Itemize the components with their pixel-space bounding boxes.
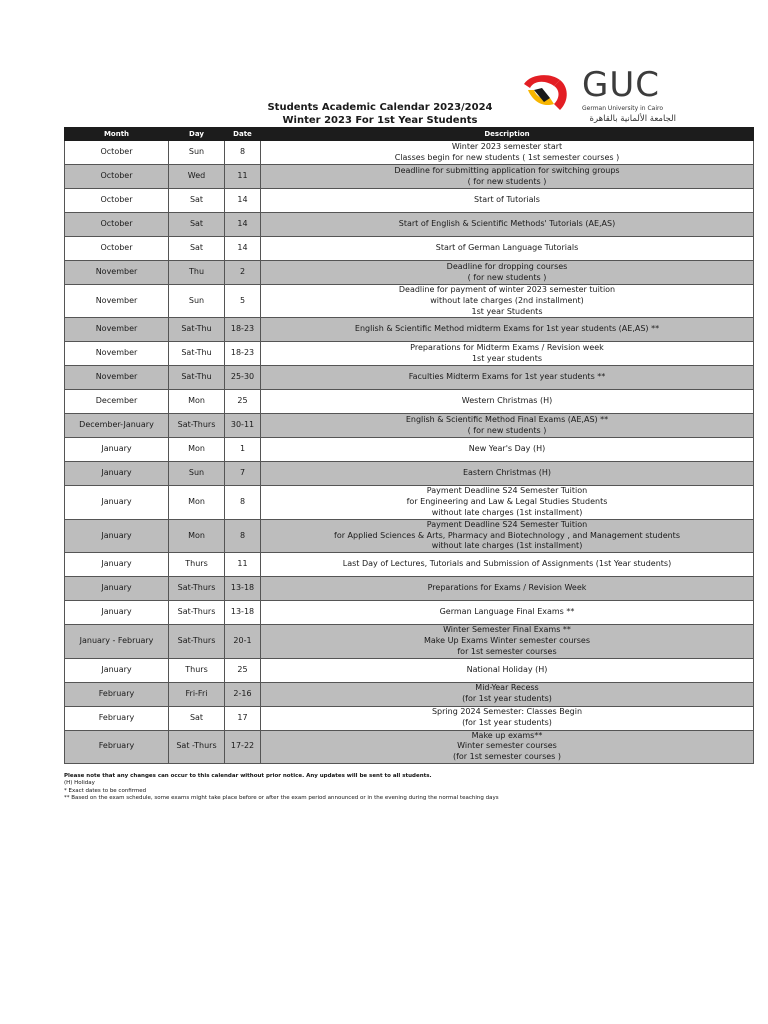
cell-month: November (65, 285, 169, 318)
cell-month: January (65, 519, 169, 552)
description-line: Mid-Year Recess (475, 683, 539, 693)
cell-date: 1 (225, 438, 261, 462)
cell-description (261, 519, 754, 552)
cell-date: 14 (225, 237, 261, 261)
cell-day: Sat-Thurs (169, 601, 225, 625)
cell-description (261, 658, 754, 682)
description-line: (for 1st semester courses ) (452, 752, 562, 762)
logo-arabic-text: الجامعة الألمانية بالقاهرة (589, 114, 676, 124)
cell-month: October (65, 213, 169, 237)
cell-date: 25 (225, 390, 261, 414)
description-line: English & Scientific Method midterm Exams for 1st year students (AE,AS) ** (354, 324, 660, 334)
table-row (65, 285, 754, 318)
cell-date: 8 (225, 486, 261, 519)
cell-description (261, 366, 754, 390)
guc-emblem-icon (520, 70, 578, 114)
description-line: without late charges (1st installment) (431, 541, 583, 551)
cell-date: 5 (225, 285, 261, 318)
cell-description (261, 189, 754, 213)
holiday-note: (H) Holiday (64, 780, 95, 787)
cell-date: 8 (225, 519, 261, 552)
description-line: for 1st semester courses (457, 646, 557, 656)
description-line: Deadline for payment of winter 2023 semester tuition (398, 285, 616, 294)
cell-description (261, 625, 754, 658)
cell-day: Sat (169, 237, 225, 261)
cell-date: 13-18 (225, 601, 261, 625)
cell-description (261, 553, 754, 577)
description-line: Payment Deadline S24 Semester Tuition (426, 519, 588, 529)
exam-schedule-note: ** Based on the exam schedule, some exams might take place before or after the exam period announced or in the evening during the normal teaching days (64, 795, 499, 802)
table-row (65, 601, 754, 625)
cell-month: January - February (65, 625, 169, 658)
cell-month: November (65, 366, 169, 390)
table-row (65, 577, 754, 601)
cell-month: January (65, 486, 169, 519)
cell-day: Wed (169, 165, 225, 189)
table-row (65, 682, 754, 706)
description-line: Start of English & Scientific Methods' Tutorials (AE,AS) (398, 219, 616, 229)
calendar-header (64, 65, 754, 126)
description-line: National Holiday (H) (466, 664, 548, 674)
table-row (65, 658, 754, 682)
table-row (65, 390, 754, 414)
cell-date: 17-22 (225, 730, 261, 763)
column-header-description: Description (261, 128, 754, 141)
cell-month: January (65, 438, 169, 462)
cell-date: 17 (225, 706, 261, 730)
cell-description (261, 165, 754, 189)
cell-day: Sat-Thu (169, 366, 225, 390)
logo-subtitle: German University in Cairo (582, 105, 664, 112)
cell-description (261, 213, 754, 237)
cell-date: 30-11 (225, 414, 261, 438)
table-row (65, 625, 754, 658)
cell-day: Sat-Thu (169, 318, 225, 342)
description-line: (for 1st year students) (462, 718, 552, 728)
cell-day: Thu (169, 261, 225, 285)
cell-description (261, 462, 754, 486)
cell-description (261, 285, 754, 318)
cell-day: Mon (169, 438, 225, 462)
description-line: ( for new students ) (467, 425, 547, 435)
description-line: Make Up Exams Winter semester courses (424, 635, 590, 645)
table-row (65, 553, 754, 577)
description-line: Start of German Language Tutorials (435, 243, 579, 253)
cell-description (261, 682, 754, 706)
cell-description (261, 342, 754, 366)
cell-month: January (65, 577, 169, 601)
cell-day: Sat (169, 706, 225, 730)
description-line: Deadline for submitting application for switching groups (394, 165, 620, 175)
cell-date: 20-1 (225, 625, 261, 658)
cell-date: 25-30 (225, 366, 261, 390)
cell-month: January (65, 601, 169, 625)
description-line: German Language Final Exams ** (439, 607, 575, 617)
cell-date: 11 (225, 553, 261, 577)
column-header-date: Date (225, 128, 261, 141)
cell-date: 25 (225, 658, 261, 682)
calendar-titles (260, 102, 500, 127)
table-row (65, 189, 754, 213)
cell-day: Sat-Thu (169, 342, 225, 366)
description-line: Payment Deadline S24 Semester Tuition (426, 486, 588, 496)
cell-month: January (65, 553, 169, 577)
table-row (65, 261, 754, 285)
cell-month: October (65, 237, 169, 261)
description-line: Preparations for Exams / Revision Week (427, 583, 587, 593)
cell-date: 13-18 (225, 577, 261, 601)
description-line: 1st year Students (471, 306, 543, 316)
cell-description (261, 486, 754, 519)
description-line: (for 1st year students) (462, 694, 552, 704)
table-row (65, 165, 754, 189)
cell-day: Thurs (169, 658, 225, 682)
cell-description (261, 438, 754, 462)
description-line: Preparations for Midterm Exams / Revision week (410, 343, 604, 353)
cell-day: Mon (169, 519, 225, 552)
cell-day: Sun (169, 462, 225, 486)
description-line: English & Scientific Method Final Exams (AE,AS) ** (405, 415, 609, 425)
description-line: Start of Tutorials (474, 195, 540, 205)
description-line: for Applied Sciences & Arts, Pharmacy and Biotechnology , and Management students (334, 530, 680, 540)
cell-day: Sat-Thurs (169, 414, 225, 438)
footnotes (64, 773, 754, 803)
cell-month: December-January (65, 414, 169, 438)
calendar-title: Students Academic Calendar 2023/2024 (267, 102, 493, 113)
cell-month: December (65, 390, 169, 414)
table-row (65, 141, 754, 165)
table-row (65, 414, 754, 438)
description-line: Faculties Midterm Exams for 1st year students ** (408, 372, 606, 382)
cell-day: Fri-Fri (169, 682, 225, 706)
cell-date: 14 (225, 189, 261, 213)
table-header-row (65, 128, 754, 141)
cell-date: 11 (225, 165, 261, 189)
cell-description (261, 390, 754, 414)
calendar-table (64, 127, 754, 764)
cell-day: Sat (169, 213, 225, 237)
cell-description (261, 706, 754, 730)
description-line: 1st year students (471, 353, 543, 363)
cell-day: Sun (169, 285, 225, 318)
description-line: Western Christmas (H) (461, 396, 553, 406)
cell-date: 2-16 (225, 682, 261, 706)
description-line: Classes begin for new students ( 1st semester courses ) (394, 152, 620, 162)
notice-text: Please note that any changes can occur to this calendar without prior notice. Any updates will be sent to all students. (64, 773, 432, 779)
cell-description (261, 414, 754, 438)
cell-month: February (65, 706, 169, 730)
description-line: Spring 2024 Semester: Classes Begin (431, 707, 583, 717)
cell-date: 8 (225, 141, 261, 165)
description-line: Last Day of Lectures, Tutorials and Submission of Assignments (1st Year students) (342, 559, 672, 569)
cell-date: 18-23 (225, 342, 261, 366)
description-line: Winter semester courses (457, 741, 557, 751)
cell-day: Sat-Thurs (169, 577, 225, 601)
description-line: for Engineering and Law & Legal Studies Students (406, 497, 608, 507)
cell-description (261, 601, 754, 625)
calendar-subtitle: Winter 2023 For 1st Year Students (282, 114, 478, 126)
exact-dates-note: * Exact dates to be confirmed (64, 787, 147, 794)
description-line: Deadline for dropping courses (446, 261, 568, 271)
description-line: Winter Semester Final Exams ** (443, 625, 571, 635)
description-line: ( for new students ) (467, 272, 547, 282)
cell-month: November (65, 318, 169, 342)
cell-month: February (65, 682, 169, 706)
cell-month: February (65, 730, 169, 763)
column-header-month: Month (65, 128, 169, 141)
description-line: without late charges (2nd installment) (430, 295, 584, 305)
cell-month: November (65, 342, 169, 366)
cell-date: 18-23 (225, 318, 261, 342)
table-row (65, 519, 754, 552)
cell-month: November (65, 261, 169, 285)
table-row (65, 213, 754, 237)
cell-description (261, 730, 754, 763)
cell-day: Sun (169, 141, 225, 165)
description-line: without late charges (1st installment) (431, 507, 583, 517)
table-row (65, 486, 754, 519)
cell-description (261, 237, 754, 261)
cell-day: Thurs (169, 553, 225, 577)
table-row (65, 462, 754, 486)
column-header-day: Day (169, 128, 225, 141)
cell-day: Mon (169, 486, 225, 519)
guc-logo (520, 65, 676, 126)
calendar-body (65, 141, 754, 764)
cell-day: Sat (169, 189, 225, 213)
table-row (65, 318, 754, 342)
table-row (65, 342, 754, 366)
cell-day: Mon (169, 390, 225, 414)
table-row (65, 366, 754, 390)
cell-date: 2 (225, 261, 261, 285)
cell-day: Sat-Thurs (169, 625, 225, 658)
description-line: Eastern Christmas (H) (462, 468, 552, 478)
cell-date: 7 (225, 462, 261, 486)
description-line: New Year's Day (H) (468, 444, 546, 454)
logo-wordmark: GUC (582, 65, 660, 105)
cell-description (261, 261, 754, 285)
description-line: Make up exams** (471, 730, 543, 740)
description-line: Winter 2023 semester start (451, 141, 563, 151)
description-line: ( for new students ) (467, 176, 547, 186)
cell-month: January (65, 658, 169, 682)
cell-date: 14 (225, 213, 261, 237)
cell-day: Sat -Thurs (169, 730, 225, 763)
cell-month: October (65, 189, 169, 213)
table-row (65, 438, 754, 462)
table-row (65, 706, 754, 730)
cell-month: January (65, 462, 169, 486)
table-row (65, 237, 754, 261)
table-row (65, 730, 754, 763)
cell-description (261, 318, 754, 342)
cell-month: October (65, 165, 169, 189)
cell-month: October (65, 141, 169, 165)
cell-description (261, 141, 754, 165)
cell-description (261, 577, 754, 601)
